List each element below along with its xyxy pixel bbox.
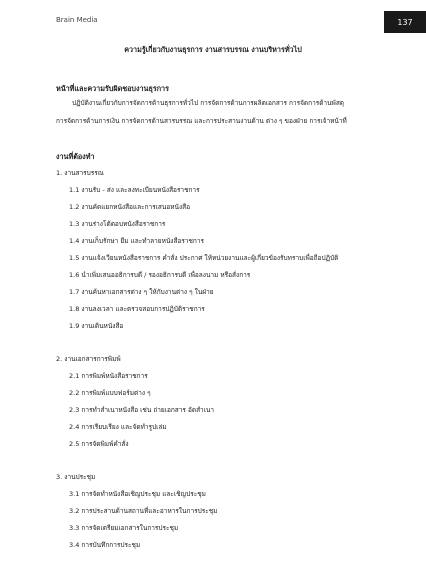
page-title: ความรู้เกี่ยวกับงานธุรการ งานสารบรรณ งานบริหารทั่วไป	[124, 45, 302, 54]
task-item: 2.3 การทำสำเนาหนังสือ เช่น ถ่ายเอกสาร อัดสำเนา	[69, 406, 215, 414]
paragraph-line: ปฏิบัติงานเกี่ยวกับการจัดการด้านธุรการทั่วไป การจัดการด้านการผลิตเอกสาร การจัดการด้านพัสดุ	[72, 99, 345, 107]
task-group-title: 1. งานสารบรรณ	[56, 169, 104, 177]
task-item: 2.1 การพิมพ์หนังสือราชการ	[69, 372, 148, 380]
task-item: 1.1 งานรับ - ส่ง และลงทะเบียนหนังสือราชการ	[69, 186, 200, 194]
task-item: 1.3 งานร่างโต้ตอบหนังสือราชการ	[69, 220, 166, 228]
page-number-badge: 137	[384, 11, 426, 33]
task-item: 2.2 การพิมพ์แบบฟอร์มต่าง ๆ	[69, 389, 151, 397]
task-item: 1.5 งานแจ้งเวียนหนังสือราชการ คำสั่ง ประกาศ ให้หน่วยงานและผู้เกี่ยวข้องรับทราบเพื่อถือปฏิบัติ	[69, 254, 339, 262]
brand-name: Brain Media	[56, 16, 98, 24]
task-item: 3.1 การจัดทำหนังสือเชิญประชุม และเชิญประชุม	[69, 490, 206, 498]
task-item: 1.2 งานคัดแยกหนังสือและการเสนอหนังสือ	[69, 203, 190, 211]
task-group-title: 3. งานประชุม	[56, 473, 96, 481]
task-item: 3.4 การบันทึกการประชุม	[69, 541, 141, 549]
task-item: 2.4 การเรียบเรียง และจัดทำรูปเล่ม	[69, 423, 167, 431]
task-item: 1.9 งานเดินหนังสือ	[69, 322, 124, 330]
section-heading-responsibilities: หน้าที่และความรับผิดชอบงานธุรการ	[56, 84, 169, 93]
task-item: 3.2 การประสานด้านสถานที่และอาหารในการประชุม	[69, 507, 218, 515]
task-group-title: 2. งานเอกสารการพิมพ์	[56, 355, 121, 363]
task-item: 1.4 งานเก็บรักษา ยืม และทำลายหนังสือราชการ	[69, 237, 204, 245]
task-item: 1.6 นำเพิ่มเสนออธิการบดี / รองอธิการบดี เพื่อลงนาม หรือสั่งการ	[69, 271, 251, 279]
task-item: 1.7 งานค้นหาเอกสารต่าง ๆ ให้กับงานต่าง ๆ ในฝ่าย	[69, 288, 214, 296]
paragraph-line: การจัดการด้านการเงิน การจัดการด้านสารบรรณ และการประสานงานด้าน ต่าง ๆ ของฝ่าย การเจ้าหน้าที่	[56, 117, 347, 125]
task-item: 3.3 การจัดเตรียมเอกสารในการประชุม	[69, 524, 179, 532]
task-item: 2.5 การจัดพิมพ์คำสั่ง	[69, 440, 129, 448]
task-item: 1.8 งานลงเวลา และตรวจสอบการปฏิบัติราชการ	[69, 305, 205, 313]
section-heading-tasks: งานที่ต้องทำ	[56, 152, 95, 161]
